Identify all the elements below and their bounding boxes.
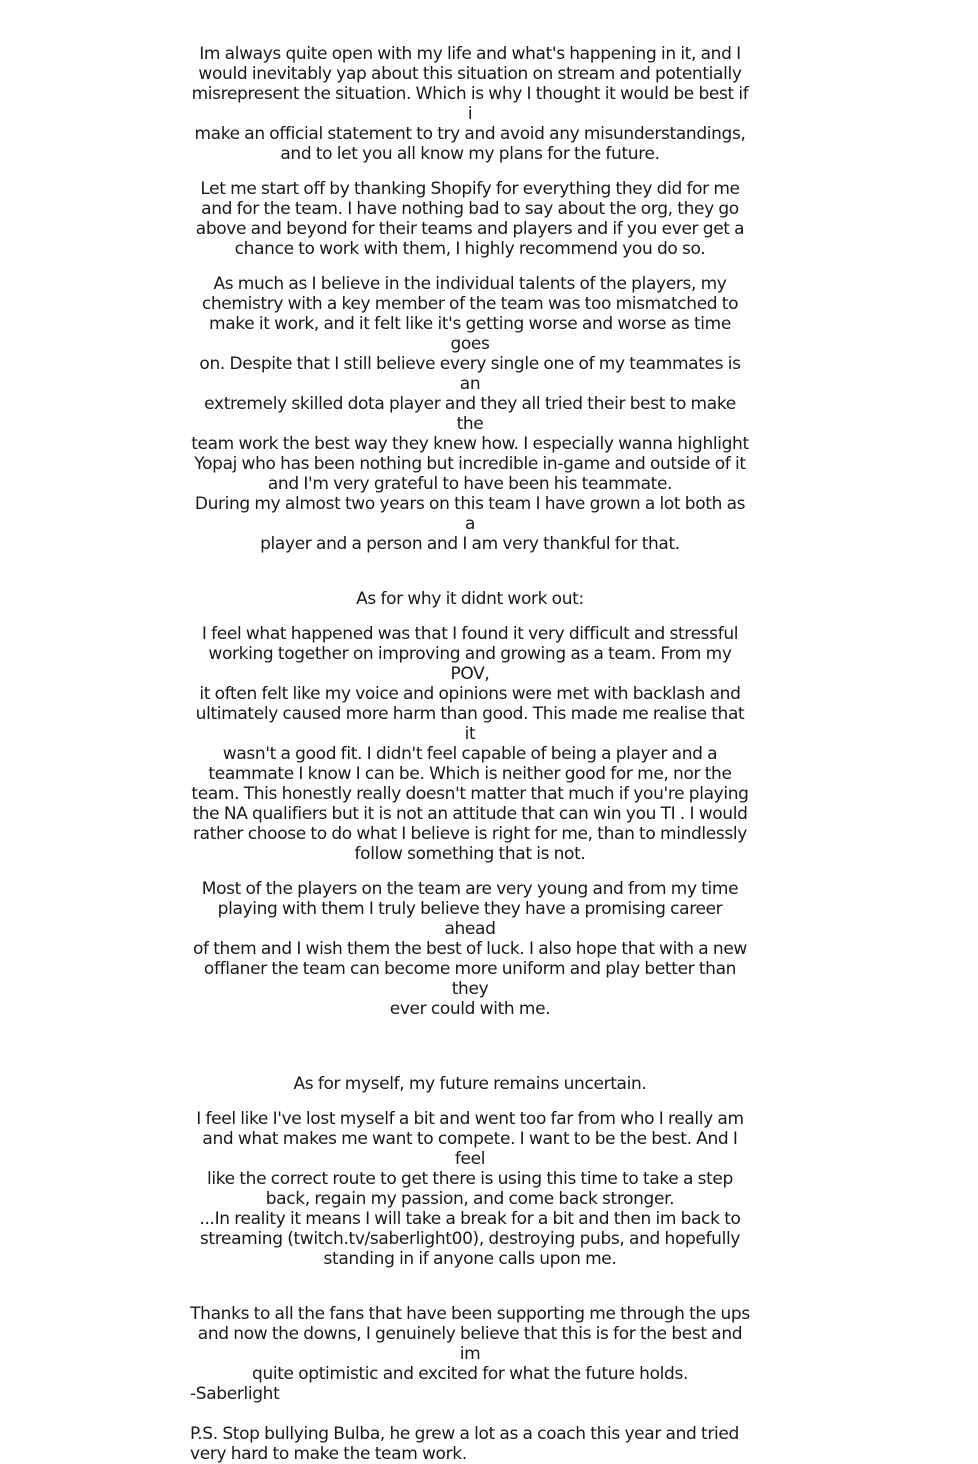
spacer <box>190 259 750 274</box>
postscript: P.S. Stop bullying Bulba, he grew a lot as a coach this year and tried very hard to make the team work. <box>190 1424 739 1464</box>
section-heading-future: As for myself, my future remains uncertain. <box>293 1074 647 1094</box>
intro-paragraph: Im always quite open with my life and what's happening in it, and I would inevitably yap about this situation on stream and potentially misrepresent the situation. Which is why I thought it would be best if i make an official statement to try and avoid any misunderstandings, and to let you all know my plans for the future. <box>191 44 749 164</box>
spacer <box>190 164 750 179</box>
spacer <box>190 609 750 624</box>
spacer <box>190 1269 750 1304</box>
spacer <box>190 1094 750 1109</box>
team-chemistry-paragraph: As much as I believe in the individual talents of the players, my chemistry with a key member of the team was too mismatched to make it work, and it felt like it's getting worse and worse as time goes on. Despite that I still believe every single one of my teammates is an extremely skilled dota player and they all tried their best to make the team work the best way they knew how. I especially wanna highlight Yopaj who has been nothing but incredible in-game and outside of it and I'm very grateful to have been his teammate. During my almost two years on this team I have grown a lot both as a player and a person and I am very thankful for that. <box>191 274 749 554</box>
thanks-shopify-paragraph: Let me start off by thanking Shopify for everything they did for me and for the team. I have nothing bad to say about the org, they go above and beyond for their teams and players and if you ever get a chance to work with them, I highly recommend you do so. <box>195 179 745 259</box>
fans-paragraph: Thanks to all the fans that have been supporting me through the ups and now the downs, I genuinely believe that this is for the best and im quite optimistic and excited for what the future holds. <box>190 1304 750 1384</box>
statement-document <box>190 44 750 1464</box>
spacer <box>190 554 750 589</box>
signature: -Saberlight <box>190 1384 280 1404</box>
spacer <box>190 1404 750 1424</box>
why-paragraph: I feel what happened was that I found it very difficult and stressful working together on improving and growing as a team. From my POV, it often felt like my voice and opinions were met with backlash and ultimately caused more harm than good. This made me realise that it wasn't a good fit. I didn't feel capable of being a player and a teammate I know I can be. Which is neither good for me, nor the team. This honestly really doesn't matter that much if you're playing the NA qualifiers but it is not an attitude that can win you TI . I would rather choose to do what I believe is right for me, than to mindlessly follow something that is not. <box>191 624 749 864</box>
spacer <box>190 864 750 879</box>
players-paragraph: Most of the players on the team are very young and from my time playing with them I truly believe they have a promising career ahead of them and I wish them the best of luck. I also hope that with a new offlaner the team can become more uniform and play better than they ever could with me. <box>192 879 747 1019</box>
section-heading-why: As for why it didnt work out: <box>356 589 584 609</box>
future-paragraph: I feel like I've lost myself a bit and went too far from who I really am and what makes me want to compete. I want to be the best. And I feel like the correct route to get there is using this time to take a step back, regain my passion, and come back stronger. ...In reality it means I will take a break for a bit and then im back to streaming (twitch.tv/saberlight00), destroying pubs, and hopefully standing in if anyone calls upon me. <box>196 1109 744 1269</box>
spacer <box>190 1019 750 1074</box>
